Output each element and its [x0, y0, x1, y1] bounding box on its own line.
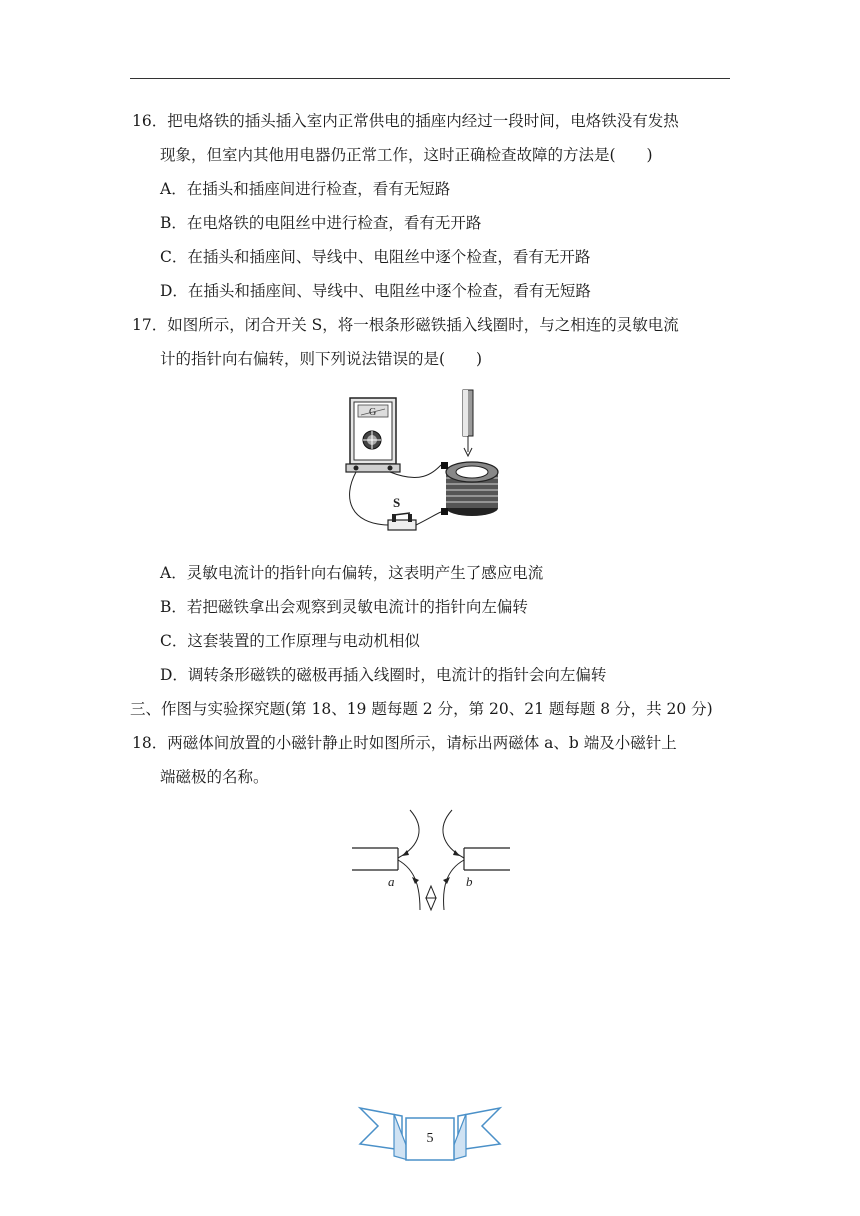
coil-icon: [441, 462, 498, 516]
q17-stem-line1: 17．如图所示，闭合开关 S，将一根条形磁铁插入线圈时，与之相连的灵敏电流: [132, 316, 679, 334]
q17-circuit-figure: [340, 388, 520, 534]
q16-option-b: B．在电烙铁的电阻丝中进行检查，看有无开路: [160, 214, 482, 232]
section-3-title: 三、作图与实验探究题(第 18、19 题每题 2 分，第 20、21 题每题 8 分，共 20 分): [130, 700, 713, 718]
q16-option-a: A．在插头和插座间进行检查，看有无短路: [160, 180, 451, 198]
q17-option-d: D．调转条形磁铁的磁极再插入线圈时，电流计的指针会向左偏转: [160, 666, 607, 684]
compass-needle-icon: [426, 886, 436, 910]
q17-stem-line2: 计的指针向右偏转，则下列说法错误的是( ): [160, 350, 483, 368]
q16-stem-line2: 现象，但室内其他用电器仍正常工作，这时正确检查故障的方法是( ): [160, 146, 653, 164]
q16-stem-line1: 16．把电烙铁的插头插入室内正常供电的插座内经过一段时间，电烙铁没有发热: [132, 112, 679, 130]
switch-icon: [388, 513, 416, 530]
q17-option-c: C．这套装置的工作原理与电动机相似: [160, 632, 420, 650]
bar-magnet-icon: [463, 390, 473, 456]
label-b: b: [466, 874, 473, 889]
q18-stem-line2: 端磁极的名称。: [160, 768, 269, 786]
header-rule: [130, 78, 730, 79]
label-a: a: [388, 874, 395, 889]
page-number: 5: [426, 1131, 434, 1146]
switch-label: S: [393, 495, 401, 510]
q17-option-b: B．若把磁铁拿出会观察到灵敏电流计的指针向左偏转: [160, 598, 528, 616]
q16-option-c: C．在插头和插座间、导线中、电阻丝中逐个检查，看有无开路: [160, 248, 591, 266]
magnet-a-icon: [352, 848, 398, 870]
magnet-b-icon: [464, 848, 510, 870]
q18-stem-line1: 18．两磁体间放置的小磁针静止时如图所示，请标出两磁体 a、b 端及小磁针上: [132, 734, 677, 752]
galvanometer-label: G: [369, 407, 377, 418]
q17-option-a: A．灵敏电流计的指针向右偏转，这表明产生了感应电流: [160, 564, 544, 582]
q18-magnet-figure: [348, 806, 514, 918]
field-arrows: [402, 850, 460, 884]
q16-option-d: D．在插头和插座间、导线中、电阻丝中逐个检查，看有无短路: [160, 282, 591, 300]
